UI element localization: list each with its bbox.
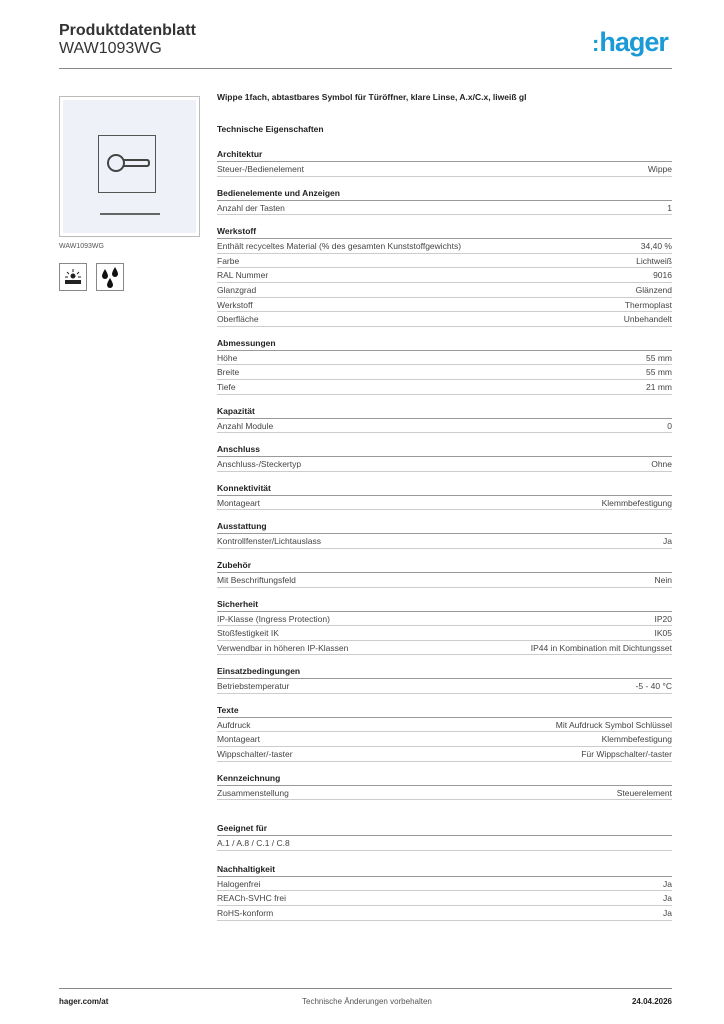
- spec-label: REACh-SVHC frei: [217, 893, 286, 904]
- product-image: [59, 96, 200, 237]
- spec-section: [217, 822, 672, 851]
- spec-label: Kontrollfenster/Lichtauslass: [217, 536, 321, 547]
- section-title: Geeignet für: [217, 822, 672, 836]
- spec-section: [217, 704, 672, 762]
- spec-row: [217, 201, 672, 216]
- water-drops-icon: [98, 265, 122, 289]
- lens-bar: [100, 213, 160, 215]
- spec-label: Wippschalter/-taster: [217, 749, 293, 760]
- specification-list: [217, 92, 672, 931]
- header-divider: [59, 68, 672, 69]
- spec-section: [217, 772, 672, 801]
- spec-label: Enthält recyceltes Material (% des gesamten Kunststoffgewichts): [217, 241, 462, 252]
- spec-section: [217, 559, 672, 588]
- section-title: Abmessungen: [217, 337, 672, 351]
- section-title: Sicherheit: [217, 598, 672, 612]
- spec-value: IP20: [654, 613, 672, 624]
- spec-label: Werkstoff: [217, 299, 253, 310]
- spec-value: Wippe: [647, 164, 672, 174]
- section-title: Kennzeichnung: [217, 772, 672, 786]
- spec-section: [217, 482, 672, 511]
- spec-label: Halogenfrei: [217, 878, 261, 889]
- spec-label: Betriebstemperatur: [217, 681, 290, 692]
- spec-value: Lichtweiß: [636, 255, 672, 266]
- image-caption: WAW1093WG: [59, 243, 104, 250]
- spec-label: Steuer-/Bedienelement: [217, 164, 304, 174]
- spec-label: Breite: [217, 367, 240, 378]
- section-title: Zubehör: [217, 559, 672, 573]
- spec-value: Nein: [654, 574, 672, 585]
- spec-row: [217, 239, 672, 254]
- footer-date: 24.04.2026: [631, 997, 672, 1006]
- key-icon: [99, 136, 154, 191]
- key-symbol-frame: [98, 135, 156, 193]
- spec-section: [217, 520, 672, 549]
- spec-row: [217, 573, 672, 588]
- spec-value: Klemmbefestigung: [601, 734, 672, 745]
- product-description: Wippe 1fach, abtastbares Symbol für Türöffner, klare Linse, A.x/C.x, liweiß gl: [217, 92, 527, 102]
- spec-value: 55 mm: [646, 367, 672, 378]
- spec-row: [217, 283, 672, 298]
- spec-label: Aufdruck: [217, 719, 251, 730]
- spec-row: [217, 380, 672, 395]
- spec-row: [217, 298, 672, 313]
- spec-value: Ja: [663, 908, 672, 919]
- spec-value: 55 mm: [646, 352, 672, 363]
- spec-value: Ja: [663, 878, 672, 889]
- spec-label: Anzahl Module: [217, 420, 274, 431]
- spec-label: Montageart: [217, 734, 260, 745]
- section-title: Einsatzbedingungen: [217, 665, 672, 679]
- spec-value: Ohne: [651, 459, 672, 470]
- light-icon-box: [59, 263, 87, 291]
- spec-label: Glanzgrad: [217, 284, 257, 295]
- spec-label: Verwendbar in höheren IP-Klassen: [217, 642, 349, 653]
- section-title: Texte: [217, 704, 672, 718]
- spec-label: RAL Nummer: [217, 270, 269, 281]
- spec-section: [217, 187, 672, 216]
- spec-row: [217, 365, 672, 380]
- spec-row: [217, 312, 672, 327]
- spec-section: [217, 443, 672, 472]
- footer-divider: [59, 988, 672, 989]
- spec-value: 34,40 %: [640, 241, 672, 252]
- spec-label: Montageart: [217, 497, 260, 508]
- spec-row: [217, 718, 672, 733]
- spec-section: [217, 405, 672, 434]
- spec-label: Stoßfestigkeit IK: [217, 628, 279, 639]
- spec-row: [217, 254, 672, 269]
- spec-row: [217, 268, 672, 283]
- spec-row: [217, 496, 672, 511]
- spec-label: IP-Klasse (Ingress Protection): [217, 613, 330, 624]
- spec-label: Höhe: [217, 352, 238, 363]
- section-title: Bedienelemente und Anzeigen: [217, 187, 672, 201]
- spec-section: [217, 225, 672, 327]
- section-title: Architektur: [217, 148, 672, 162]
- spec-row: [217, 679, 672, 694]
- spec-label: Mit Beschriftungsfeld: [217, 574, 296, 585]
- spec-row: [217, 534, 672, 549]
- spec-label: A.1 / A.8 / C.1 / C.8: [217, 838, 290, 849]
- section-title: Konnektivität: [217, 482, 672, 496]
- spec-value: IP44 in Kombination mit Dichtungsset: [530, 642, 672, 653]
- spec-row: [217, 732, 672, 747]
- spec-row: [217, 612, 672, 627]
- lamp-icon: [62, 266, 84, 288]
- spec-label: Zusammenstellung: [217, 787, 289, 798]
- section-title: Werkstoff: [217, 225, 672, 239]
- spec-row: [217, 786, 672, 801]
- spec-row: [217, 747, 672, 762]
- spec-value: Ja: [663, 536, 672, 547]
- spec-value: Klemmbefestigung: [601, 497, 672, 508]
- section-title: Nachhaltigkeit: [217, 863, 672, 877]
- spec-value: Mit Aufdruck Symbol Schlüssel: [555, 719, 672, 730]
- product-code: WAW1093WG: [59, 40, 162, 57]
- technical-properties-heading: Technische Eigenschaften: [217, 124, 324, 134]
- spec-value: Steuerelement: [616, 787, 672, 798]
- hager-logo: :hager: [592, 27, 668, 57]
- spec-section: [217, 665, 672, 694]
- spec-row: [217, 351, 672, 366]
- spec-row: [217, 162, 672, 177]
- document-title: Produktdatenblatt: [59, 22, 196, 39]
- spec-value: Thermoplast: [624, 299, 672, 310]
- spec-section: [217, 863, 672, 921]
- spec-row: [217, 626, 672, 641]
- spec-label: Farbe: [217, 255, 240, 266]
- water-icon-box: [96, 263, 124, 291]
- footer-disclaimer: Technische Änderungen vorbehalten: [302, 997, 432, 1006]
- spec-value: Unbehandelt: [623, 314, 672, 325]
- spec-row: [217, 419, 672, 434]
- spec-value: 0: [667, 420, 672, 431]
- spec-section: [217, 148, 672, 177]
- spec-value: 1: [667, 202, 672, 213]
- spec-row: [217, 906, 672, 921]
- logo-text: hager: [599, 27, 668, 57]
- spec-section: [217, 598, 672, 656]
- spec-value: 21 mm: [646, 381, 672, 392]
- spec-value: IK05: [654, 628, 672, 639]
- spec-row: [217, 457, 672, 472]
- section-title: Kapazität: [217, 405, 672, 419]
- spec-value: Für Wippschalter/-taster: [581, 749, 672, 760]
- spec-value: Ja: [663, 893, 672, 904]
- spec-section: [217, 337, 672, 395]
- spec-label: Oberfläche: [217, 314, 259, 325]
- spec-label: Anschluss-/Steckertyp: [217, 459, 302, 470]
- spec-value: 9016: [653, 270, 672, 281]
- spec-row: [217, 641, 672, 656]
- spec-label: Tiefe: [217, 381, 236, 392]
- spec-value: Glänzend: [635, 284, 672, 295]
- spec-row: [217, 877, 672, 892]
- spec-row: [217, 891, 672, 906]
- footer-website: hager.com/at: [59, 997, 109, 1006]
- spec-label: Anzahl der Tasten: [217, 202, 285, 213]
- spec-value: -5 - 40 °C: [635, 681, 672, 692]
- spec-label: RoHS-konform: [217, 908, 274, 919]
- section-title: Ausstattung: [217, 520, 672, 534]
- section-title: Anschluss: [217, 443, 672, 457]
- spec-row: [217, 836, 672, 851]
